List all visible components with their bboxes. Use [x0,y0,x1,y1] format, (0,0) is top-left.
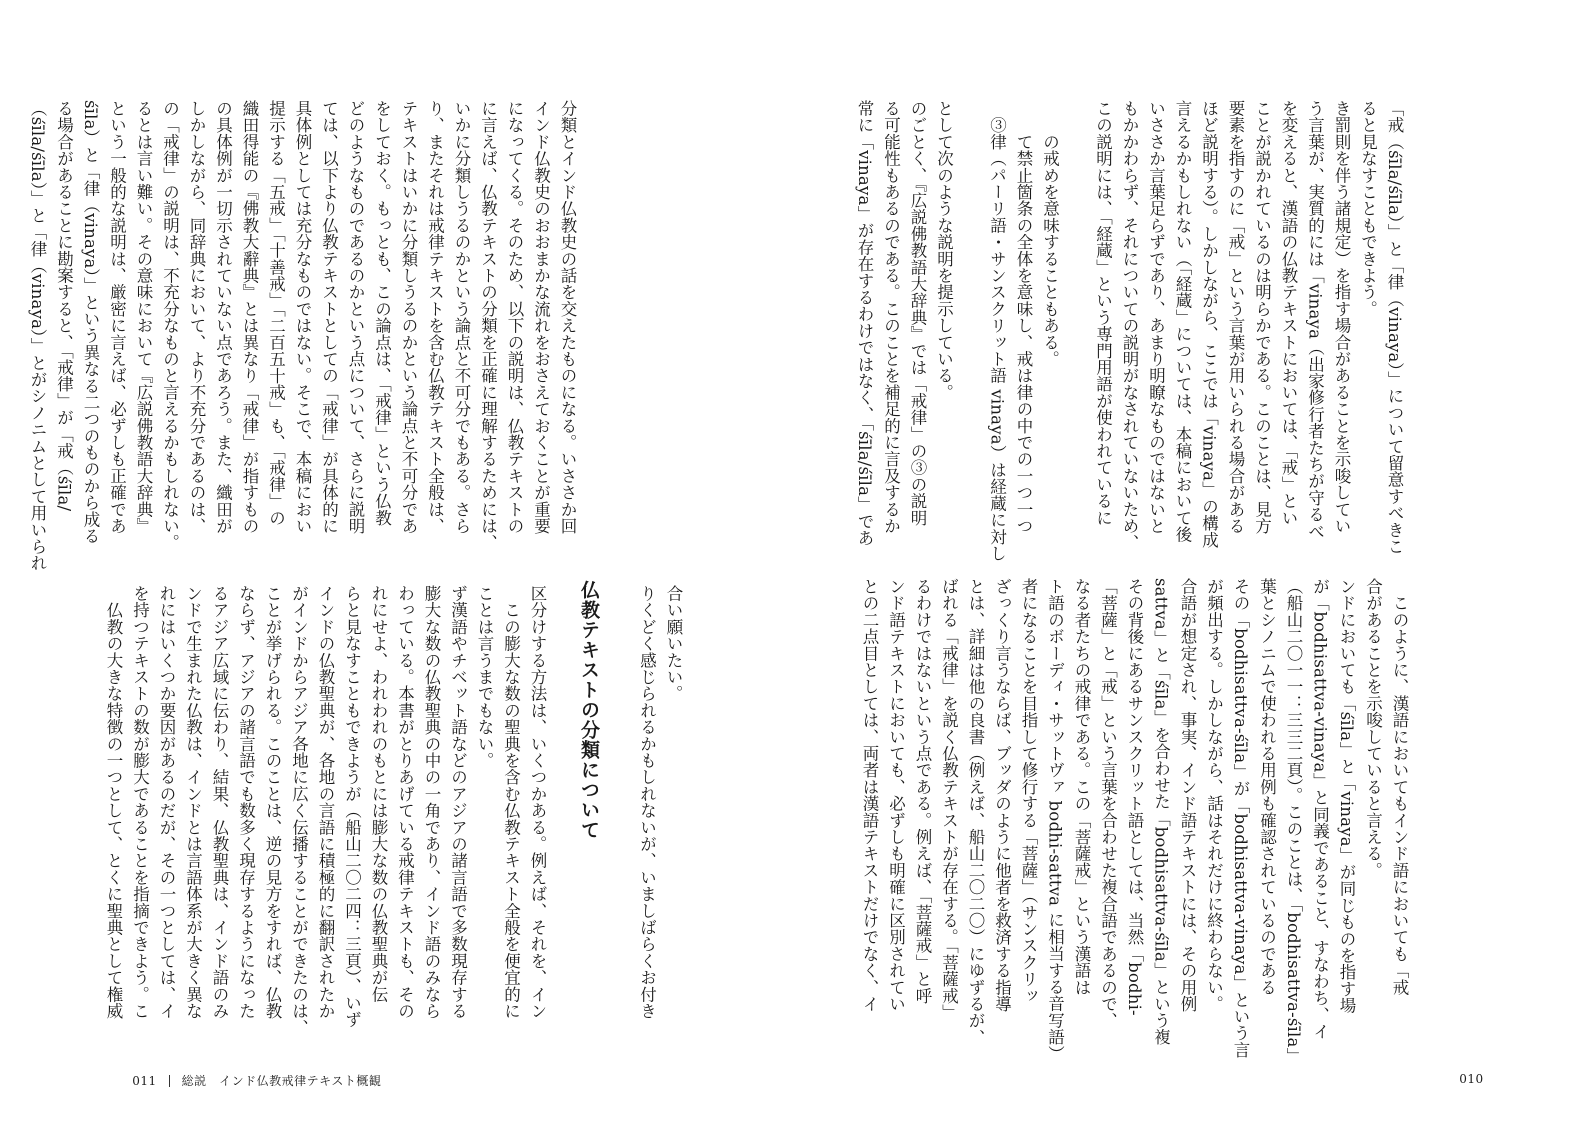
text-line: この膨大な数の聖典を含む仏教テキスト全般を便宜的に [501,585,521,1020]
text-line: のごとく、『広説佛教語大辞典』では「戒律」の③の説明 [908,100,927,526]
text-line: らと見なすこともできようが（船山二〇二四：三頁）、いず [342,585,362,1028]
text-line: 葉とシノニムで使われる用例も確認されているのである [1257,578,1277,996]
text-line: 膨大な数の仏教聖典の中の一角であり、インド語のみなら [422,585,441,1020]
text-line: 区分けする方法は、いくつかある。例えば、それを、イン [528,585,547,1020]
text-line: ト語のボーディ・サットヴァ bodhi-sattva に相当する音写語） [1045,578,1065,1062]
text-line: ならず、アジアの諸言語でも数多く現存するようになった [236,585,256,1020]
text-line: 分類とインド仏教史の話を交えたものになる。いささか回 [558,100,577,535]
text-line: 具体例としては充分なものではない。そこで、本稿におい [293,100,312,535]
text-line: が「bodhisattva-vinaya」と同義であること、すなわち、イ [1310,578,1330,1040]
text-line: 仏教の大きな特徴の一つとして、とくに聖典として権威 [104,585,123,1020]
text-line: もかかわらず、それについての説明がなされていないため、 [1120,100,1139,551]
text-line: このように、漢語においてもインド語においても「戒 [1390,578,1409,996]
text-line: とは、詳細は他の良書（例えば、船山二〇二〇）にゆずるが、 [966,578,985,1046]
text-line: がインドからアジア各地に広く伝播することができたのは、 [289,585,309,1036]
text-line: るわけではないという点である。例えば、「菩薩戒」と呼 [913,578,932,1004]
text-line: を変えると、漢語の仏教テキストにおいては、「戒」とい [1279,100,1298,526]
text-line: ンドにおいても「śīla」と「vinaya」が同じものを指す場 [1337,578,1356,1014]
text-line: しかしながら、同辞典において、より不充分であるのは、 [187,100,206,535]
text-line: インドの仏教聖典が、各地の言語に積極的に翻訳されたか [316,585,335,1020]
text-line: 合い願いたい。 [664,585,683,702]
text-line: 織田得能の『佛教大辭典』とは異なり「戒律」が指すもの [240,100,259,535]
text-line: として次のような説明を提示している。 [934,100,954,401]
text-line: ざっくり言うならば、ブッダのように他者を救済する指導 [992,578,1012,1013]
footer-separator [169,1075,170,1087]
text-line: て禁止箇条の全体を意味し、戒は律の中での一つ一つ [1014,100,1033,535]
text-line: どのようなものであるのかという点について、さらに説明 [346,100,365,535]
text-line: 「戒（śīla/śīla）」と「律（vinaya）」について留意すべきこ [1385,100,1404,555]
text-line: sattva」と「śīla」を合わせた「bodhisattva-śīla」という複 [1151,578,1171,1046]
text-line: 「菩薩」と「戒」という言葉を合わせた複合語であるので、 [1098,578,1118,1029]
text-line: わっている。本書がとりあげている戒律テキストも、その [395,585,415,1020]
text-line: を持つテキストの数が膨大であることを指摘できよう。こ [130,585,150,1020]
text-line: テキストはいかに分類しうるのかという論点と不可分であ [399,100,418,535]
left-lower-text [100,585,550,1040]
text-line: 合があることを示唆していると言える。 [1363,578,1383,879]
left-lead-text [626,585,686,1040]
text-line: 提示する「五戒」「十善戒」「二百五十戒」も、「戒律」の [266,100,286,527]
text-line: ばれる「戒律」を説く仏教テキストが存在する。「菩薩戒」 [939,578,959,1021]
text-line: れにせよ、われわれのもとには膨大な数の仏教聖典が伝 [369,585,388,1003]
text-line: 合語が想定され、事実、インド語テキストには、その用例 [1178,578,1197,1013]
text-line: るアジア広域に伝わり、結果、仏教聖典は、インド語のみ [210,585,229,1020]
left-upper-text [28,100,580,572]
text-line: き罰則を伴う諸規定）を指す場合があることを示唆してい [1332,100,1351,535]
text-line: ことが挙げられる。このことは、逆の見方をすれば、仏教 [263,585,282,1020]
text-line: り、またそれは戒律テキストを含む仏教テキスト全般は、 [425,100,445,535]
text-line: 言えるかもしれない（「経蔵」については、本稿において後 [1173,100,1192,543]
text-line: との二点目としては、両者は漢語テキストだけでなく、イ [860,578,879,1013]
text-line: ③律（パーリ語・サンスクリット語 vinaya）は経蔵に対し [987,100,1007,562]
text-line [1063,100,1090,570]
text-line: の戒めを意味することもある。 [1040,100,1060,368]
right-upper-text [855,100,1407,570]
text-line: ては、以下より仏教テキストとしての「戒律」が具体的に [319,100,339,535]
right-footer [1442,1058,1484,1100]
page-number: 010 [1459,1072,1484,1086]
text-line: ンド語テキストにおいても、必ずしも明確に区別されてい [886,578,906,1013]
text-line: に言えば、仏教テキストの分類を正確に理解するためには、 [478,100,498,551]
text-line: という一般的な説明は、厳密に言えば、必ずしも正確であ [107,100,127,535]
text-line: śīla）と「律（vinaya）」という異なる二つのものから成る [81,100,100,545]
text-line: る場合があることに勘案すると、「戒律」が「戒（śīla/ [54,100,74,512]
right-page [792,0,1584,1146]
text-line: が頻出する。しかしながら、話はそれだけに終わらない。 [1204,578,1224,1013]
text-line: の「戒律」の説明は、不充分なものと言えるかもしれない。 [160,100,180,551]
text-line: ンドで生まれた仏教は、インドとは言語体系が大きく異な [183,585,203,1020]
text-line: りくどく感じられるかもしれないが、いましばらくお付き [637,585,657,1020]
text-line: 者になることを目指して修行する「菩薩」（サンスクリッ [1019,578,1038,1004]
text-line: この説明には、「経蔵」という専門用語が使われているに [1093,100,1113,526]
text-line: なる者たちの戒律である。この「菩薩戒」という漢語は [1072,578,1091,996]
text-line: その「bodhisattva-śīla」が「bodhisattva-vinaya」という言 [1231,578,1250,1059]
text-line: れにはいくつか要因があるのだが、その一つとしては、イ [157,585,176,1020]
text-line: ことが説かれているのは明らかである。このことは、見方 [1252,100,1272,535]
text-line: をしておく。もっとも、この論点は、「戒律」という仏教 [372,100,392,526]
text-line: う言葉が、実質的には「vinaya（出家修行者たちが守るべ [1305,100,1325,540]
text-line: ると見なすこともできよう。 [1358,100,1378,318]
text-line: になってくる。そのため、以下の説明は、仏教テキストの [505,100,524,535]
text-line: る可能性もあるのである。このことを補足的に言及するか [881,100,901,535]
text-line: の具体例が一切示されていない点であろう。また、織田が [213,100,233,535]
text-line: ことは言うまでもない。 [475,585,494,769]
text-line: 常に「vinaya」が存在するわけではなく、「śīla/śīla」であ [855,100,874,547]
text-line: いささか言葉足らずであり、あまり明瞭なものではないと [1146,100,1166,535]
text-line: 要素を指すのに「戒」という言葉が用いられる場合がある [1226,100,1245,535]
left-footer [115,1058,381,1103]
running-title: 総説 インド仏教戒律テキスト概観 [181,1074,382,1088]
text-line: （船山二〇一一：三三二頁）。このことは、「bodhisattva-śīla」 [1284,578,1303,1065]
text-line [957,100,984,570]
text-line: インド仏教史のおおまかな流れをおさえておくことが重要 [531,100,551,535]
text-line: ほど説明する）。しかしながら、ここでは「vinaya」の構成 [1199,100,1219,548]
text-line: その背後にあるサンスクリット語としては、当然「bodhi- [1125,578,1144,1016]
right-lower-text [860,578,1412,1065]
text-line: るとは言い難い。その意味において『広説佛教語大辞典』 [134,100,153,535]
text-line: ず漢語やチベット語などのアジアの諸言語で多数現存する [448,585,468,1020]
section-heading: 仏教テキストの分類について [578,580,600,840]
text-line: （śīla/śīla）」と「律（vinaya）」とがシノニムとして用いられ [28,100,47,572]
text-line: いかに分類しうるのかという論点と不可分でもある。さら [452,100,471,535]
page-number: 011 [132,1074,157,1088]
